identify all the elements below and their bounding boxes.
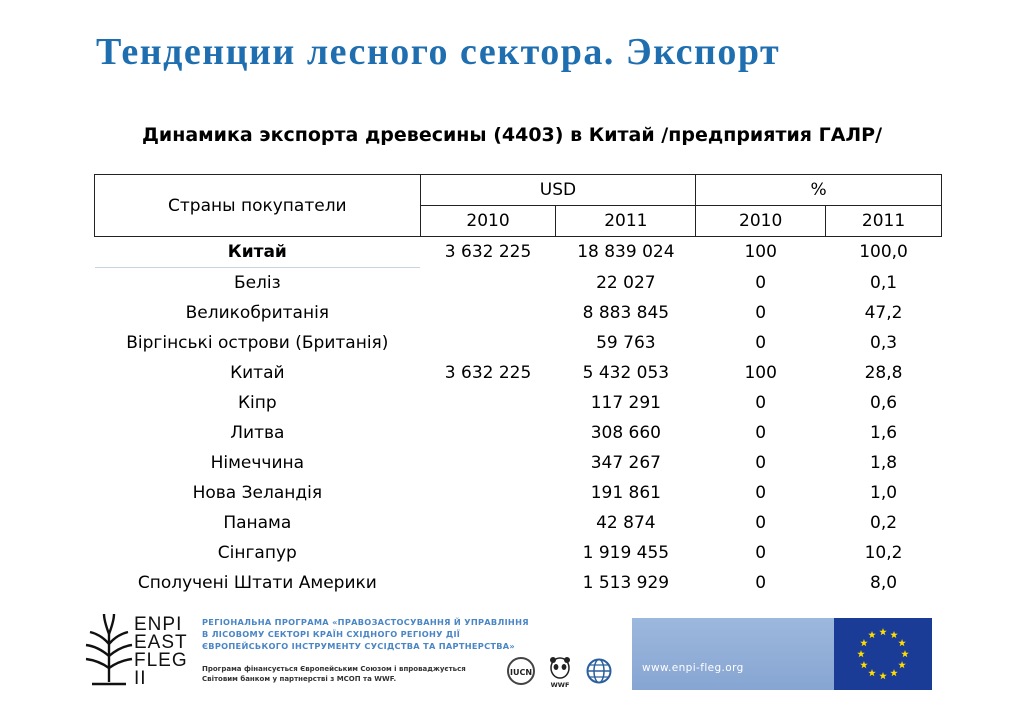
percent-2011-cell: 1,6 (870, 423, 898, 443)
website-banner (632, 618, 932, 690)
eu-star-icon (868, 631, 876, 638)
percent-2010-cell: 100 (744, 363, 777, 383)
logo-line: ENPI (134, 614, 183, 635)
iucn-icon (506, 656, 536, 686)
usd-2010-cell (420, 328, 556, 358)
eu-star-icon (857, 650, 865, 657)
usd-2011-cell: 117 291 (590, 393, 662, 413)
iucn-label: IUCN (509, 668, 533, 677)
program-line: В ЛІСОВОМУ СЕКТОРІ КРАЇН СХІДНОГО РЕГІОНУ ДІЇ (202, 629, 461, 639)
eu-star-icon (901, 650, 909, 657)
percent-2011-cell: 0,1 (870, 272, 898, 293)
percent-2011-cell: 8,0 (870, 573, 898, 593)
world-bank-logo (586, 658, 612, 689)
table-row (95, 568, 942, 598)
usd-2010-cell (420, 568, 556, 598)
usd-2010-cell (420, 448, 556, 478)
usd-2011-cell: 308 660 (590, 423, 662, 443)
header-usd: USD (420, 175, 696, 206)
usd-2011-cell: 5 432 053 (582, 363, 670, 383)
program-line: РЕГІОНАЛЬНА ПРОГРАМА «ПРАВОЗАСТОСУВАННЯ Й УПРАВЛІННЯ (202, 617, 529, 627)
percent-2011-cell: 1,8 (870, 453, 898, 473)
eu-stars-icon (834, 618, 932, 690)
eu-star-icon (879, 672, 887, 679)
percent-2011-cell: 0,6 (870, 393, 898, 413)
percent-2010-cell: 0 (755, 573, 767, 593)
table-row (95, 538, 942, 568)
header-countries: Страны покупатели (95, 175, 421, 237)
header-year: 2011 (826, 206, 942, 237)
logo-line: EAST (134, 632, 188, 653)
header-row-groups (95, 175, 942, 206)
program-description (202, 616, 562, 652)
percent-2011-cell: 0,2 (870, 513, 898, 533)
percent-2010-cell: 100 (744, 242, 777, 263)
country-cell: Сполучені Штати Америки (137, 573, 377, 593)
percent-2010-cell: 0 (755, 453, 767, 473)
panda-icon (546, 656, 574, 688)
usd-2011-cell: 8 883 845 (582, 303, 670, 323)
percent-2010-cell: 0 (755, 303, 767, 323)
usd-2010-cell: 3 632 225 (444, 242, 532, 263)
usd-2011-cell: 347 267 (590, 453, 662, 473)
country-cell: Великобританія (185, 303, 330, 323)
wwf-logo (546, 656, 574, 693)
globe-icon (586, 658, 612, 684)
header-year: 2011 (556, 206, 696, 237)
eu-star-icon (860, 639, 868, 646)
header-percent: % (696, 175, 942, 206)
percent-2011-cell: 10,2 (864, 543, 903, 563)
percent-2010-cell: 0 (755, 393, 767, 413)
percent-2011-cell: 0,3 (870, 333, 898, 353)
usd-2010-cell (420, 478, 556, 508)
country-cell: Віргінські острови (Британія) (126, 333, 389, 353)
percent-2011-cell: 1,0 (870, 483, 898, 503)
table-row (95, 237, 942, 268)
percent-2010-cell: 0 (755, 272, 767, 293)
usd-2010-cell: 3 632 225 (444, 363, 532, 383)
country-cell: Панама (223, 513, 292, 533)
eu-star-icon (898, 639, 906, 646)
country-cell: Німеччина (210, 453, 305, 473)
usd-2011-cell: 18 839 024 (577, 242, 675, 263)
percent-2010-cell: 0 (755, 543, 767, 563)
usd-2010-cell (420, 268, 556, 299)
tree-icon (82, 612, 136, 686)
percent-2010-cell: 0 (755, 513, 767, 533)
usd-2011-cell: 42 874 (596, 513, 656, 533)
eu-star-icon (890, 669, 898, 676)
eu-star-icon (868, 669, 876, 676)
usd-2010-cell (420, 508, 556, 538)
wwf-label: WWF (550, 681, 570, 688)
iucn-logo (506, 656, 536, 691)
table-caption: Динамика экспорта древесины (4403) в Китай /предприятия ГАЛР/ (141, 124, 883, 146)
percent-2010-cell: 0 (755, 483, 767, 503)
usd-2010-cell (420, 418, 556, 448)
usd-2011-cell: 1 919 455 (582, 543, 670, 563)
country-cell: Китай (95, 237, 421, 268)
table-row (95, 418, 942, 448)
usd-2011-cell: 59 763 (596, 333, 656, 353)
page-title: Тенденции лесного сектора. Экспорт (96, 31, 781, 73)
eu-flag (834, 618, 932, 690)
eu-star-icon (890, 631, 898, 638)
eu-star-icon (860, 661, 868, 668)
country-cell: Кіпр (237, 393, 277, 413)
country-cell: Китай (230, 363, 285, 383)
table-row (95, 358, 942, 388)
program-line: ЄВРОПЕЙСЬКОГО ІНСТРУМЕНТУ СУСІДСТВА ТА ПАРТНЕРСТВА» (202, 641, 516, 651)
logo-line: II (134, 668, 147, 689)
eu-star-icon (898, 661, 906, 668)
country-cell: Беліз (233, 273, 281, 293)
usd-2010-cell (420, 298, 556, 328)
usd-2010-cell (420, 388, 556, 418)
usd-2011-cell: 1 513 929 (582, 573, 670, 593)
country-cell: Нова Зеландія (192, 483, 323, 503)
usd-2011-cell: 191 861 (590, 483, 662, 503)
usd-2010-cell (420, 538, 556, 568)
country-cell: Сінгапур (217, 543, 297, 563)
header-year: 2010 (420, 206, 556, 237)
funding-note (202, 664, 502, 684)
table-row (95, 478, 942, 508)
country-cell: Литва (230, 423, 285, 443)
table-row (95, 328, 942, 358)
funding-line: Світовим банком у партнерстві з МСОП та WWF. (202, 675, 397, 683)
eu-star-icon (879, 628, 887, 635)
export-table (94, 174, 942, 598)
table-row (95, 388, 942, 418)
website-url: www.enpi-fleg.org (642, 662, 744, 674)
header-year: 2010 (696, 206, 826, 237)
table-row (95, 508, 942, 538)
percent-2010-cell: 0 (755, 333, 767, 353)
logo-line: FLEG (134, 650, 188, 671)
percent-2011-cell: 28,8 (864, 363, 903, 383)
table-row (95, 448, 942, 478)
table-row (95, 298, 942, 328)
percent-2011-cell: 100,0 (859, 242, 908, 263)
percent-2010-cell: 0 (755, 423, 767, 443)
table-row (95, 268, 942, 299)
funding-line: Програма фінансується Європейським Союзом і впроваджується (202, 665, 466, 673)
usd-2011-cell: 22 027 (596, 272, 656, 293)
percent-2011-cell: 47,2 (864, 303, 903, 323)
